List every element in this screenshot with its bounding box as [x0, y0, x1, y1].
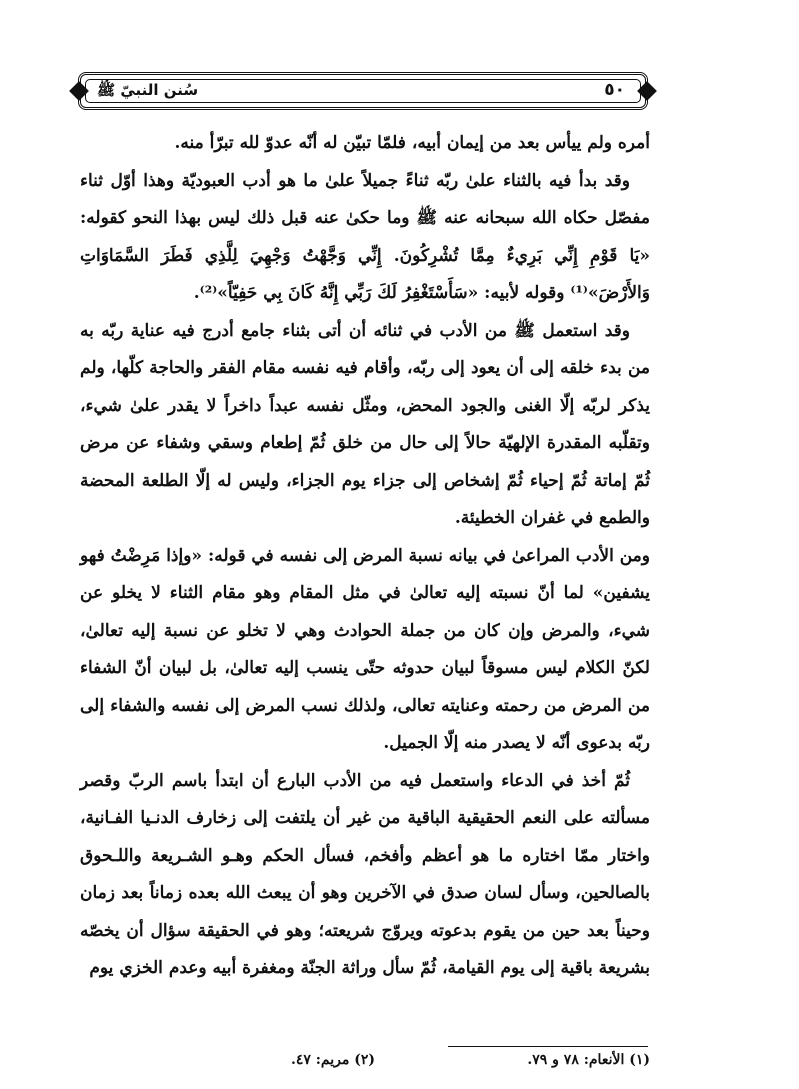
header-ornament-right: [637, 81, 657, 101]
footnote-separator: [448, 1046, 648, 1047]
footnotes: [80, 1052, 650, 1080]
paragraph: وقد بدأ فيه بالثناء علىٰ ربّه ثناءً جميلاً علىٰ ما هو أدب العبوديّة وهذا أوّل ثناء مفصّل حكاه الله سبحانه عنه ﷺ وما حكىٰ عنه قبل ذلك ليس بهذا النحو كقوله: «يَا قَوْمِ إِنِّي بَرِيءٌ مِمَّا تُشْرِكُونَ. إِنِّي وَجَّهْتُ وَجْهِيَ لِلَّذِي فَطَرَ السَّمَاوَاتِ وَالأَرْضَ»⁽¹⁾ وقوله لأبيه: «سَأَسْتَغْفِرُ لَكَ رَبِّي إِنَّهُ كَانَ بِي حَفِيّاً»⁽²⁾.: [80, 170, 650, 303]
page-number: ٥٠: [604, 80, 625, 100]
paragraph: ومن الأدب المراعىٰ في بيانه نسبة المرض إلى نفسه في قوله: «وإذا مَرِضْتُ فهو يشفين» لما أنّ نسبته إليه تعالىٰ في مثل المقام وهو مقام الثناء لا يخلو عن شيء، والمرض وإن كان من جملة الحوادث وهي لا تخلو عن نسبة إليه تعالىٰ، لكنّ الكلام ليس مسوقاً لبيان حدوثه حتّى ينسب إليه تعالىٰ، بل لبيان أنّ الشفاء من المرض من رحمته وعنايته تعالى، ولذلك نسب المرض إلى نفسه والشفاء إلى ربّه بدعوى أنّه لا يصدر منه إلّا الجميل.: [80, 545, 650, 753]
footnote: (١) الأنعام: ٧٨ و ٧٩.: [527, 1052, 650, 1068]
header-ornament-left: [69, 81, 89, 101]
paragraph: ثُمّ أخذ في الدعاء واستعمل فيه من الأدب البارع أن ابتدأ باسم الربّ وقصر مسألته على النعم الحقيقية الباقية من غير أن يلتفت إلى زخارف الدنـيا الفـانية، واختار ممّا اختاره ما هو أعظم وأفخم، فسأل الحكم وهـو الشـريعة واللـحوق بالصالحين، وسأل لسان صدق في الآخرين وهو أن يبعث الله بعده زماناً بعد زمان وحيناً بعد حين من يقوم بدعوته ويروّج شريعته؛ وهو في الحقيقة سؤال أن يخصّه بشريعة باقية إلى يوم القيامة، ثُمّ سأل وراثة الجنّة ومغفرة أبيه وعدم الخزي يوم: [80, 770, 650, 978]
paragraph: وقد استعمل ﷺ من الأدب في ثنائه أن أتى بثناء جامع أدرج فيه عناية ربّه به من بدء خلقه إلى أن يعود إلى ربّه، وأقام فيه نفسه مقام الفقر والحاجة كلّها، ولم يذكر لربّه إلّا الغنى والجود المحض، ومثّل نفسه عبداً داخراً لا يقدر علىٰ شيء، وتقلّبه المقدرة الإلهيّة حالاً إلى حال من خلق ثُمّ إطعام وسقي وشفاء عن مرض ثُمّ إماتة ثُمّ إحياء ثُمّ إشخاص إلى جزاء يوم الجزاء، وليس له إلّا الطلعة المحضة والطمع في غفران الخطيئة.: [80, 320, 650, 528]
paragraph: أمره ولم ييأس بعد من إيمان أبيه، فلمّا تبيّن له أنّه عدوّ لله تبرّأ منه.: [174, 133, 650, 153]
body-text: [80, 125, 650, 988]
running-title: سُنن النبيّ ﷺ: [97, 81, 199, 99]
page-header: [78, 72, 648, 110]
footnote: (٢) مريم: ٤٧.: [290, 1052, 375, 1068]
